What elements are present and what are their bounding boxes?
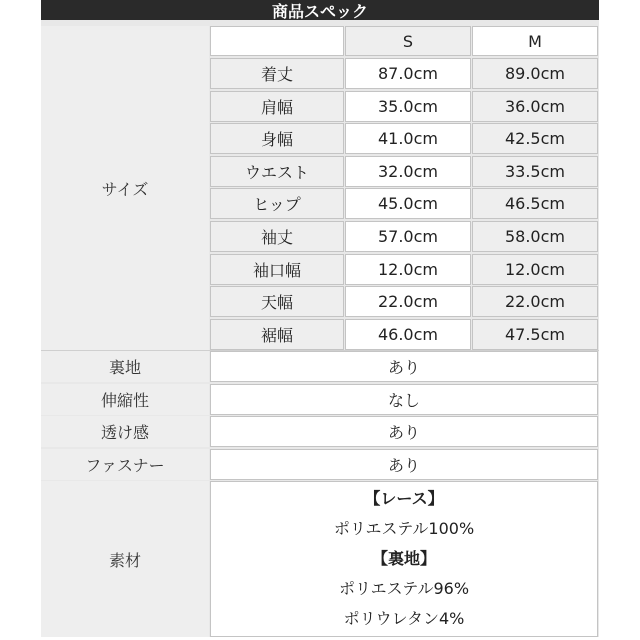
size-row-m-value: 12.0cm xyxy=(472,254,598,285)
size-row-s-value: 35.0cm xyxy=(345,91,471,122)
material-label: 素材 xyxy=(41,481,209,637)
attribute-label: 透け感 xyxy=(41,416,209,447)
attribute-value: あり xyxy=(210,449,598,480)
attribute-value: なし xyxy=(210,384,598,415)
attribute-label: ファスナー xyxy=(41,449,209,480)
material-line: 【裏地】 xyxy=(371,549,436,568)
size-row-s-value: 46.0cm xyxy=(345,319,471,350)
size-row-s-value: 22.0cm xyxy=(345,286,471,317)
size-row-s-value: 12.0cm xyxy=(345,254,471,285)
size-row-name: 天幅 xyxy=(210,286,344,317)
size-row-m-value: 47.5cm xyxy=(472,319,598,350)
attribute-value: あり xyxy=(210,416,598,447)
size-row-s-value: 57.0cm xyxy=(345,221,471,252)
size-header-blank xyxy=(210,26,344,56)
size-row-s-value: 32.0cm xyxy=(345,156,471,187)
spec-table xyxy=(41,0,599,637)
material-line: ポリエステル96% xyxy=(338,579,470,598)
size-row-m-value: 22.0cm xyxy=(472,286,598,317)
material-value xyxy=(210,481,598,637)
size-row-m-value: 89.0cm xyxy=(472,58,598,89)
size-col-s: S xyxy=(345,26,471,56)
material-line: ポリエステル100% xyxy=(333,519,475,538)
size-row-name: 肩幅 xyxy=(210,91,344,122)
size-row-name: 袖丈 xyxy=(210,221,344,252)
size-col-m: M xyxy=(472,26,598,56)
size-row-m-value: 42.5cm xyxy=(472,123,598,154)
size-row-name: 着丈 xyxy=(210,58,344,89)
size-row-m-value: 46.5cm xyxy=(472,188,598,219)
size-row-m-value: 36.0cm xyxy=(472,91,598,122)
size-row-name: 裾幅 xyxy=(210,319,344,350)
attribute-value: あり xyxy=(210,351,598,382)
size-label: サイズ xyxy=(41,26,209,350)
material-line: ポリウレタン4% xyxy=(343,609,465,628)
size-row-name: ヒップ xyxy=(210,188,344,219)
attribute-label: 裏地 xyxy=(41,351,209,382)
size-row-s-value: 45.0cm xyxy=(345,188,471,219)
size-row-m-value: 58.0cm xyxy=(472,221,598,252)
size-row-name: ウエスト xyxy=(210,156,344,187)
size-row-s-value: 41.0cm xyxy=(345,123,471,154)
material-line: 【レース】 xyxy=(364,489,444,508)
size-row-name: 身幅 xyxy=(210,123,344,154)
size-row-s-value: 87.0cm xyxy=(345,58,471,89)
size-row-name: 袖口幅 xyxy=(210,254,344,285)
attribute-label: 伸縮性 xyxy=(41,384,209,415)
table-title: 商品スペック xyxy=(41,0,599,20)
size-row-m-value: 33.5cm xyxy=(472,156,598,187)
